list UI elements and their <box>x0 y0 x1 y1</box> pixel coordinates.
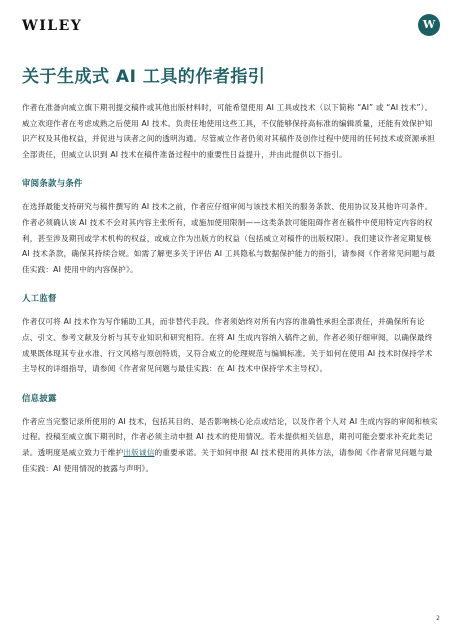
wiley-badge-icon: W <box>418 14 440 36</box>
oversight-paragraph: 作者仅可将 AI 技术作为写作辅助工具，而非替代手段。作者须始终对所有内容的准确性承担全部责任，并确保所有论点、引文、参考文献及分析与其专业知识和研究相符。在将 AI 生成内容纳入稿件之前，作者必须仔细审阅，以确保最终成果既体现其专业水准、行文风格与原创特质，又符合威立的伦理规范与编辑标准。关于如何在使用 AI 技术时保持学术主导权的详细指导，请参阅《作者常见问题与最佳实践：在 AI 技术中保持学术主导权》。 <box>22 317 433 374</box>
page-number: 2 <box>436 615 440 622</box>
disclosure-text-2: 的重要承诺。关于如何申报 AI 技术使用的具体方法，请参阅《作者常见问题与最佳实践：AI 使用情况的披露与声明》。 <box>22 447 433 473</box>
terms-heading: 审阅条款与条件 <box>22 178 83 189</box>
disclosure-paragraph <box>22 414 440 476</box>
document-body <box>22 100 440 476</box>
page-title: 关于生成式 AI 工具的作者指引 <box>22 67 266 87</box>
terms-paragraph: 在选择最能支持研究与稿件撰写的 AI 技术之前，作者应仔细审阅与该技术相关的服务条款、使用协议及其他许可条件。作者必须确认该 AI 技术不会对其内容主张所有，或施加使用限制——这类条款可能阻碍作者在稿件中使用特定内容的权利，甚至涉及期刊或学术机构的权益，或威立作为出版方的权益（包括威立对稿件的出版权限）。我们建议作者定期复核 AI 技术条款，确保其持续合规。如需了解更多关于评估 AI 工具隐私与数据保护能力的指引，请参阅《作者常见问题与最佳实践：AI 使用中的内容保护》。 <box>22 202 436 274</box>
disclosure-text-1: 作者应当完整记录所使用的 AI 技术，包括其目的、是否影响核心论点或结论，以及作者个人对 AI 生成内容的审阅和核实过程。投稿至威立旗下期刊时，作者必须主动申报 AI 技术的使用情况。若未提供相关信息，期刊可能会要求补充此类记录。透明度是威立致力于维护 <box>22 416 438 457</box>
page-header <box>22 14 440 42</box>
publishing-integrity-link[interactable]: 出版诚信 <box>123 447 155 457</box>
intro-paragraph: 作者在准备向威立旗下期刊提交稿件或其他出版材料时，可能希望使用 AI 工具或技术（以下简称 “AI” 或 “AI 技术”）。威立欢迎作者在考虑成熟之后使用 AI 技术。负责任地使用这些工具，不仅能够保持高标准的编辑质量，还能有效保护知识产权及其他权益，并促进与读者之间的透明沟通。尽管威立作者仍须对其稿件及创作过程中使用的任何技术或资源承担全部责任，但威立认识到 AI 技术在稿件准备过程中的重要性日益提升，并由此提供以下指引。 <box>22 103 436 159</box>
wiley-logo: WILEY <box>22 18 83 34</box>
oversight-heading: 人工监督 <box>22 293 57 304</box>
disclosure-heading: 信息披露 <box>22 392 57 403</box>
